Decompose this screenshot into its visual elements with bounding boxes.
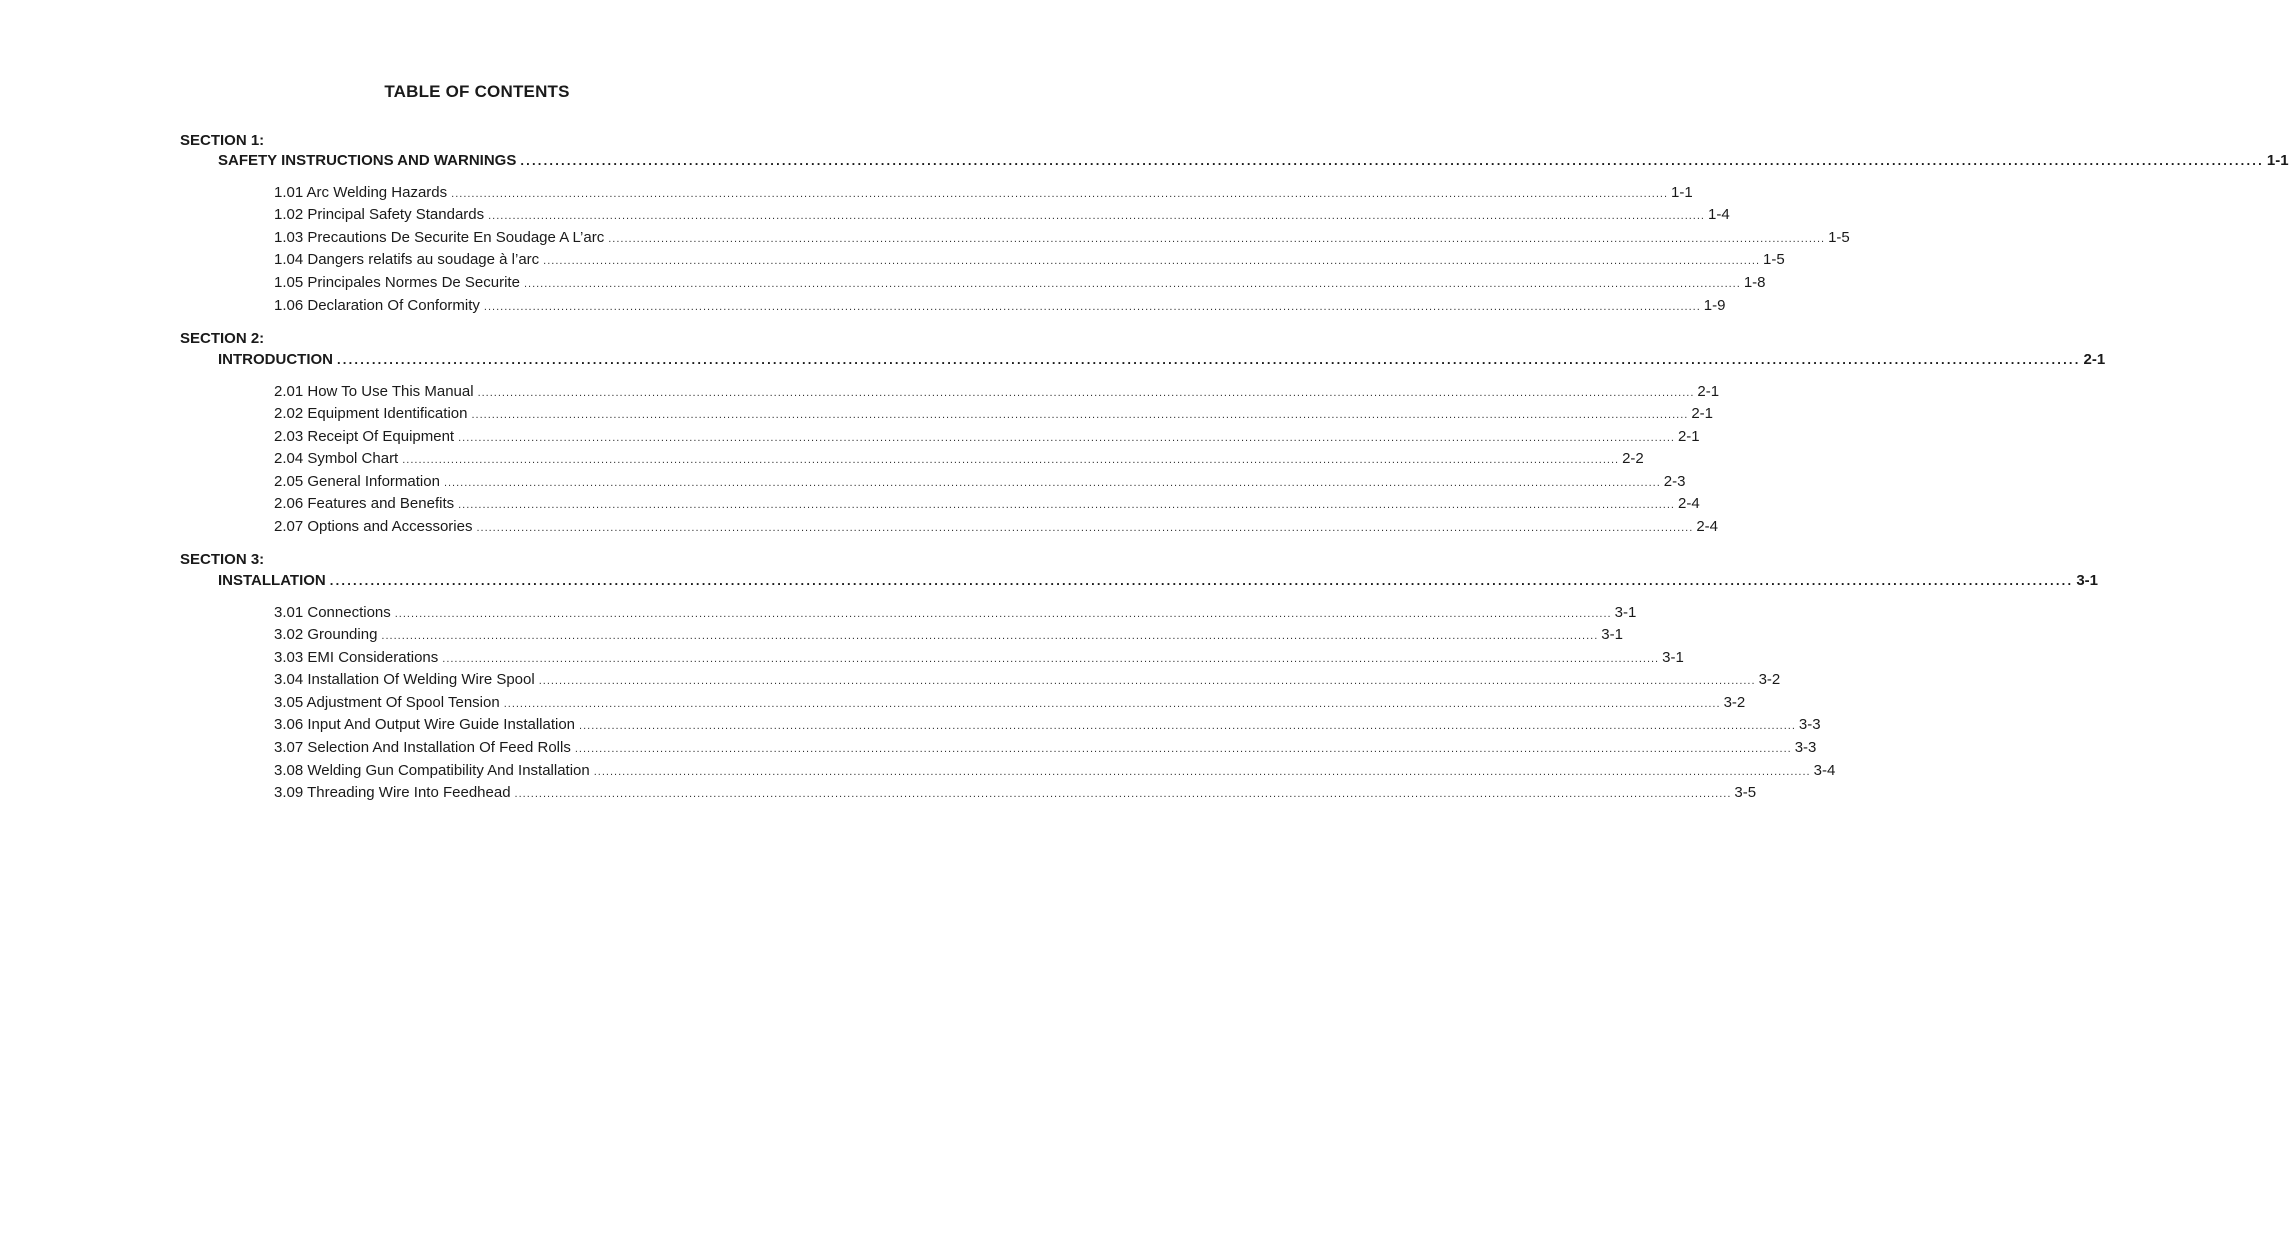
toc-entry-2-06[interactable] — [274, 495, 1700, 514]
toc-entry-text: 3.05 Adjustment Of Spool Tension — [274, 694, 500, 711]
toc-entry-text: 3.07 Selection And Installation Of Feed Rolls — [274, 739, 571, 756]
toc-page-number: 1-5 — [1763, 251, 1785, 268]
toc-heading-text: SAFETY INSTRUCTIONS AND WARNINGS — [218, 152, 517, 169]
toc-entry-text: 2.02 Equipment Identification — [274, 405, 468, 422]
toc-page-number: 3-4 — [1813, 762, 1836, 779]
toc-entry-1-03[interactable] — [274, 229, 1850, 248]
toc-page-number: 3-3 — [1794, 739, 1817, 756]
toc-entry-text: 2.07 Options and Accessories — [274, 518, 473, 535]
toc-page-number: 2-2 — [1622, 450, 1644, 467]
toc-heading-text: INTRODUCTION — [218, 351, 333, 368]
toc-page-number: 2-4 — [1696, 518, 1718, 535]
toc-title: TABLE OF CONTENTS — [384, 82, 570, 101]
toc-page-number: 2-1 — [1697, 383, 1720, 400]
toc-page-number: 3-2 — [1723, 694, 1746, 711]
toc-entry-text: 3.04 Installation Of Welding Wire Spool — [274, 671, 535, 688]
toc-page-number: 3-1 — [1614, 604, 1637, 621]
dot-leader: ............................................................................................................................................................................................................................................................................................................ — [543, 255, 1761, 267]
toc-entry-3-03[interactable] — [274, 649, 1684, 668]
toc-entry-3-05[interactable] — [274, 694, 1746, 713]
dot-leader: ............................................................................................................................................................................................................................................................................................................ — [394, 608, 1612, 620]
dot-leader: ............................................................................................................................................................................................................................................................................................................ — [471, 409, 1689, 421]
toc-page-number: 1-1 — [1671, 184, 1693, 201]
toc-page-number: 3-1 — [1601, 626, 1623, 643]
dot-leader: ............................................................................................................................................................................................................................................................................................................ — [579, 720, 1796, 732]
toc-page-number: 2-1 — [1691, 405, 1714, 422]
toc-entry-3-07[interactable] — [274, 739, 1817, 758]
dot-leader: ............................................................................................................................................................................................................................................................................................................ — [503, 698, 1721, 710]
toc-entry-3-09[interactable] — [274, 784, 1757, 803]
toc-heading-installation[interactable] — [218, 572, 2098, 590]
toc-entry-2-03[interactable] — [274, 428, 1700, 447]
toc-entry-text: 1.02 Principal Safety Standards — [274, 206, 485, 223]
toc-entry-text: 3.06 Input And Output Wire Guide Installation — [274, 716, 576, 733]
toc-page-number: 3-3 — [1798, 716, 1821, 733]
dot-leader: ............................................................................................................................................................................................................................................................................................................ — [402, 454, 1620, 466]
dot-leader: ............................................................................................................................................................................................................................................................................................................ — [458, 499, 1675, 511]
dot-leader: ............................................................................................................................................................................................................................................................................................................ — [593, 766, 1811, 778]
dot-leader: ............................................................................................................................................................................................................................................................................................................ — [381, 630, 1599, 642]
toc-entry-1-02[interactable] — [274, 206, 1730, 225]
toc-entry-text: 1.01 Arc Welding Hazards — [274, 184, 448, 201]
toc-page-number: 3-5 — [1734, 784, 1757, 801]
dot-leader: ............................................................................................................................................................................................................................................................................................................ — [476, 522, 1694, 534]
toc-entry-2-07[interactable] — [274, 518, 1718, 537]
dot-leader: ............................................................................................................................................................................................................................................................................................................ — [483, 301, 1701, 313]
toc-page-number: 2-4 — [1677, 495, 1700, 512]
toc-entry-1-04[interactable] — [274, 251, 1785, 270]
dot-leader: ............................................................................................................................................................................................................................................................................................................ — [337, 352, 2081, 367]
toc-entry-text: 3.02 Grounding — [274, 626, 378, 643]
section-3-label: SECTION 3: — [180, 551, 265, 568]
toc-entry-text: 2.01 How To Use This Manual — [274, 383, 474, 400]
toc-entry-3-02[interactable] — [274, 626, 1623, 645]
toc-page-number: 3-2 — [1758, 671, 1781, 688]
dot-leader: ............................................................................................................................................................................................................................................................................................................ — [451, 188, 1669, 200]
toc-page-number: 1-4 — [1707, 206, 1730, 223]
toc-page-number: 3-1 — [1662, 649, 1684, 666]
toc-entry-1-05[interactable] — [274, 274, 1766, 293]
toc-page-number: 1-8 — [1743, 274, 1766, 291]
toc-entry-2-01[interactable] — [274, 383, 1720, 402]
toc-heading-text: INSTALLATION — [218, 572, 326, 589]
toc-page-number: 1-5 — [1828, 229, 1850, 246]
toc-entry-3-04[interactable] — [274, 671, 1781, 690]
dot-leader: ............................................................................................................................................................................................................................................................................................................ — [523, 278, 1741, 290]
toc-entry-text: 2.05 General Information — [274, 473, 440, 490]
toc-entry-2-02[interactable] — [274, 405, 1714, 424]
toc-entry-text: 2.06 Features and Benefits — [274, 495, 455, 512]
toc-entry-text: 3.08 Welding Gun Compatibility And Installation — [274, 762, 590, 779]
dot-leader: ............................................................................................................................................................................................................................................................................................................ — [520, 153, 2264, 168]
dot-leader: ............................................................................................................................................................................................................................................................................................................ — [329, 573, 2074, 588]
dot-leader: ............................................................................................................................................................................................................................................................................................................ — [608, 233, 1826, 245]
toc-entry-text: 1.05 Principales Normes De Securite — [274, 274, 520, 291]
toc-entry-1-01[interactable] — [274, 184, 1693, 203]
toc-entry-text: 2.03 Receipt Of Equipment — [274, 428, 455, 445]
toc-page-number: 2-3 — [1663, 473, 1686, 490]
toc-entry-1-06[interactable] — [274, 297, 1726, 316]
section-1-label: SECTION 1: — [180, 132, 265, 149]
toc-entry-2-04[interactable] — [274, 450, 1644, 469]
toc-page-number: 1-1 — [2266, 152, 2289, 169]
dot-leader: ............................................................................................................................................................................................................................................................................................................ — [458, 432, 1675, 444]
dot-leader: ............................................................................................................................................................................................................................................................................................................ — [477, 387, 1695, 399]
dot-leader: ............................................................................................................................................................................................................................................................................................................ — [574, 743, 1792, 755]
toc-entry-2-05[interactable] — [274, 473, 1686, 492]
dot-leader: ............................................................................................................................................................................................................................................................................................................ — [488, 210, 1705, 222]
dot-leader: ............................................................................................................................................................................................................................................................................................................ — [514, 788, 1732, 800]
toc-heading-introduction[interactable] — [218, 351, 2106, 369]
toc-entry-text: 3.01 Connections — [274, 604, 391, 621]
dot-leader: ............................................................................................................................................................................................................................................................................................................ — [538, 675, 1756, 687]
toc-entry-3-01[interactable] — [274, 604, 1637, 623]
toc-page-number: 1-9 — [1703, 297, 1726, 314]
toc-entry-text: 2.04 Symbol Chart — [274, 450, 399, 467]
toc-entry-3-06[interactable] — [274, 716, 1821, 735]
toc-entry-text: 1.06 Declaration Of Conformity — [274, 297, 480, 314]
toc-page-number: 3-1 — [2076, 572, 2098, 589]
toc-entry-text: 1.03 Precautions De Securite En Soudage A L’arc — [274, 229, 605, 246]
dot-leader: ............................................................................................................................................................................................................................................................................................................ — [443, 477, 1661, 489]
dot-leader: ............................................................................................................................................................................................................................................................................................................ — [442, 653, 1660, 665]
toc-entry-text: 3.09 Threading Wire Into Feedhead — [274, 784, 511, 801]
toc-heading-safety[interactable] — [218, 152, 2289, 170]
toc-entry-text: 3.03 EMI Considerations — [274, 649, 439, 666]
toc-page-number: 2-1 — [1677, 428, 1700, 445]
toc-page-number: 2-1 — [2083, 351, 2106, 368]
toc-entry-text: 1.04 Dangers relatifs au soudage à l’arc — [274, 251, 540, 268]
section-2-label: SECTION 2: — [180, 330, 265, 347]
toc-entry-3-08[interactable] — [274, 762, 1836, 781]
